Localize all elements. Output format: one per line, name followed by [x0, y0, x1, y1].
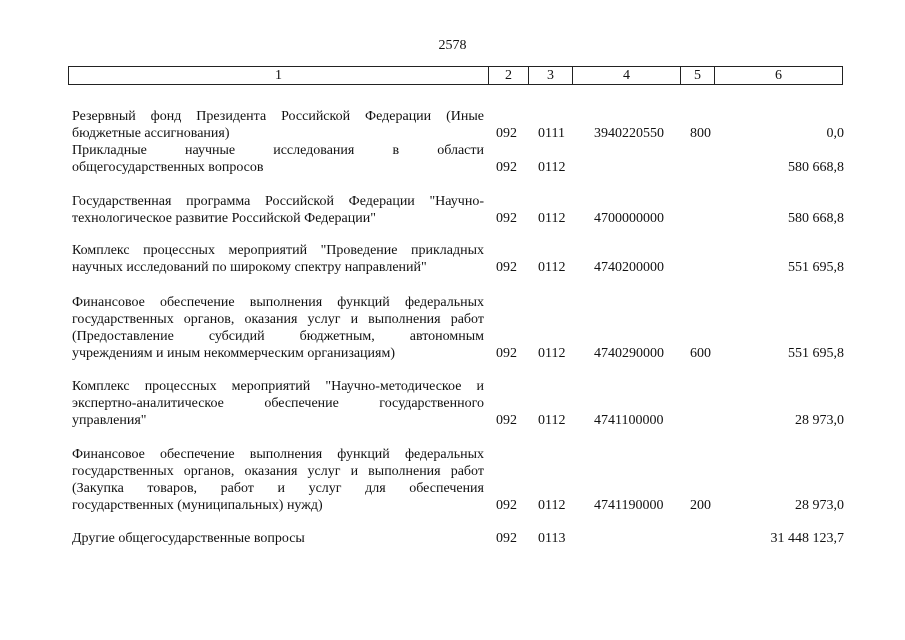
row-c2: 092	[496, 260, 517, 275]
row-c2: 092	[496, 160, 517, 175]
row-c4: 3940220550	[594, 126, 664, 141]
row-c4: 4700000000	[594, 211, 664, 226]
row-c6: 551 695,8	[788, 260, 844, 275]
row-name	[72, 378, 484, 429]
row-c2: 092	[496, 126, 517, 141]
row-name-line: Финансовое обеспечение выполнения функций федеральных	[72, 295, 484, 310]
row-name-line: государственных органов, оказания услуг и выполнения работ	[72, 312, 484, 327]
row-name-line: технологическое развитие Российской Федерации"	[72, 211, 376, 226]
row-name-line: (Предоставление субсидий бюджетным, автономным	[72, 329, 484, 344]
row-name-line: бюджетные ассигнования)	[72, 126, 230, 141]
row-name-line: Финансовое обеспечение выполнения функций федеральных	[72, 447, 484, 462]
row-name-line: Государственная программа Российской Федерации "Научно-	[72, 194, 484, 209]
row-name	[72, 446, 484, 514]
row-name-line: Комплекс процессных мероприятий "Научно-методическое и	[72, 379, 484, 394]
column-header-2: 2	[489, 67, 529, 85]
row-c3: 0112	[538, 211, 566, 226]
row-name-line: государственных органов, оказания услуг и выполнения работ	[72, 464, 484, 479]
row-c4: 4741100000	[594, 413, 664, 428]
column-header-6: 6	[715, 67, 843, 85]
column-header-1: 1	[69, 67, 489, 85]
row-name-line: общегосударственных вопросов	[72, 160, 264, 175]
row-c3: 0111	[538, 126, 565, 141]
row-name	[72, 530, 484, 547]
row-name	[72, 294, 484, 362]
column-header-3: 3	[529, 67, 573, 85]
row-c3: 0112	[538, 346, 566, 361]
column-header-5: 5	[681, 67, 715, 85]
row-c3: 0112	[538, 160, 566, 175]
row-c6: 31 448 123,7	[770, 531, 844, 546]
column-header-row	[69, 67, 843, 85]
row-c2: 092	[496, 531, 517, 546]
row-c6: 580 668,8	[788, 160, 844, 175]
row-name	[72, 193, 484, 227]
row-c6: 28 973,0	[795, 413, 844, 428]
row-c4: 4740200000	[594, 260, 664, 275]
row-name-line: экспертно-аналитическое обеспечение государственного	[72, 396, 484, 411]
column-header-table	[68, 66, 843, 85]
row-name-line: Комплекс процессных мероприятий "Проведение прикладных	[72, 243, 484, 258]
page-number: 2578	[438, 38, 467, 53]
row-c4: 4741190000	[594, 498, 664, 513]
row-c5: 800	[690, 126, 711, 141]
row-name-line: учреждениям и иным некоммерческим организациям)	[72, 346, 396, 361]
column-header-4: 4	[573, 67, 681, 85]
row-c2: 092	[496, 498, 517, 513]
row-name-line: управления"	[72, 413, 147, 428]
row-c6: 0,0	[826, 126, 844, 141]
row-name-line: научных исследований по широкому спектру направлений"	[72, 260, 427, 275]
row-name-line: (Закупка товаров, работ и услуг для обеспечения	[72, 481, 484, 496]
row-name-line: Прикладные научные исследования в области	[72, 143, 484, 158]
row-c6: 551 695,8	[788, 346, 844, 361]
row-c3: 0112	[538, 413, 566, 428]
row-c5: 200	[690, 498, 711, 513]
row-c3: 0112	[538, 498, 566, 513]
row-c4: 4740290000	[594, 346, 664, 361]
row-c2: 092	[496, 413, 517, 428]
row-name	[72, 108, 484, 142]
row-c5: 600	[690, 346, 711, 361]
row-c3: 0113	[538, 531, 566, 546]
row-name-line: Другие общегосударственные вопросы	[72, 531, 305, 546]
row-c3: 0112	[538, 260, 566, 275]
row-c2: 092	[496, 346, 517, 361]
row-c6: 580 668,8	[788, 211, 844, 226]
row-name-line: государственных (муниципальных) нужд)	[72, 498, 323, 513]
row-c6: 28 973,0	[795, 498, 844, 513]
row-name	[72, 142, 484, 176]
row-c2: 092	[496, 211, 517, 226]
row-name	[72, 242, 484, 276]
row-name-line: Резервный фонд Президента Российской Федерации (Иные	[72, 109, 484, 124]
